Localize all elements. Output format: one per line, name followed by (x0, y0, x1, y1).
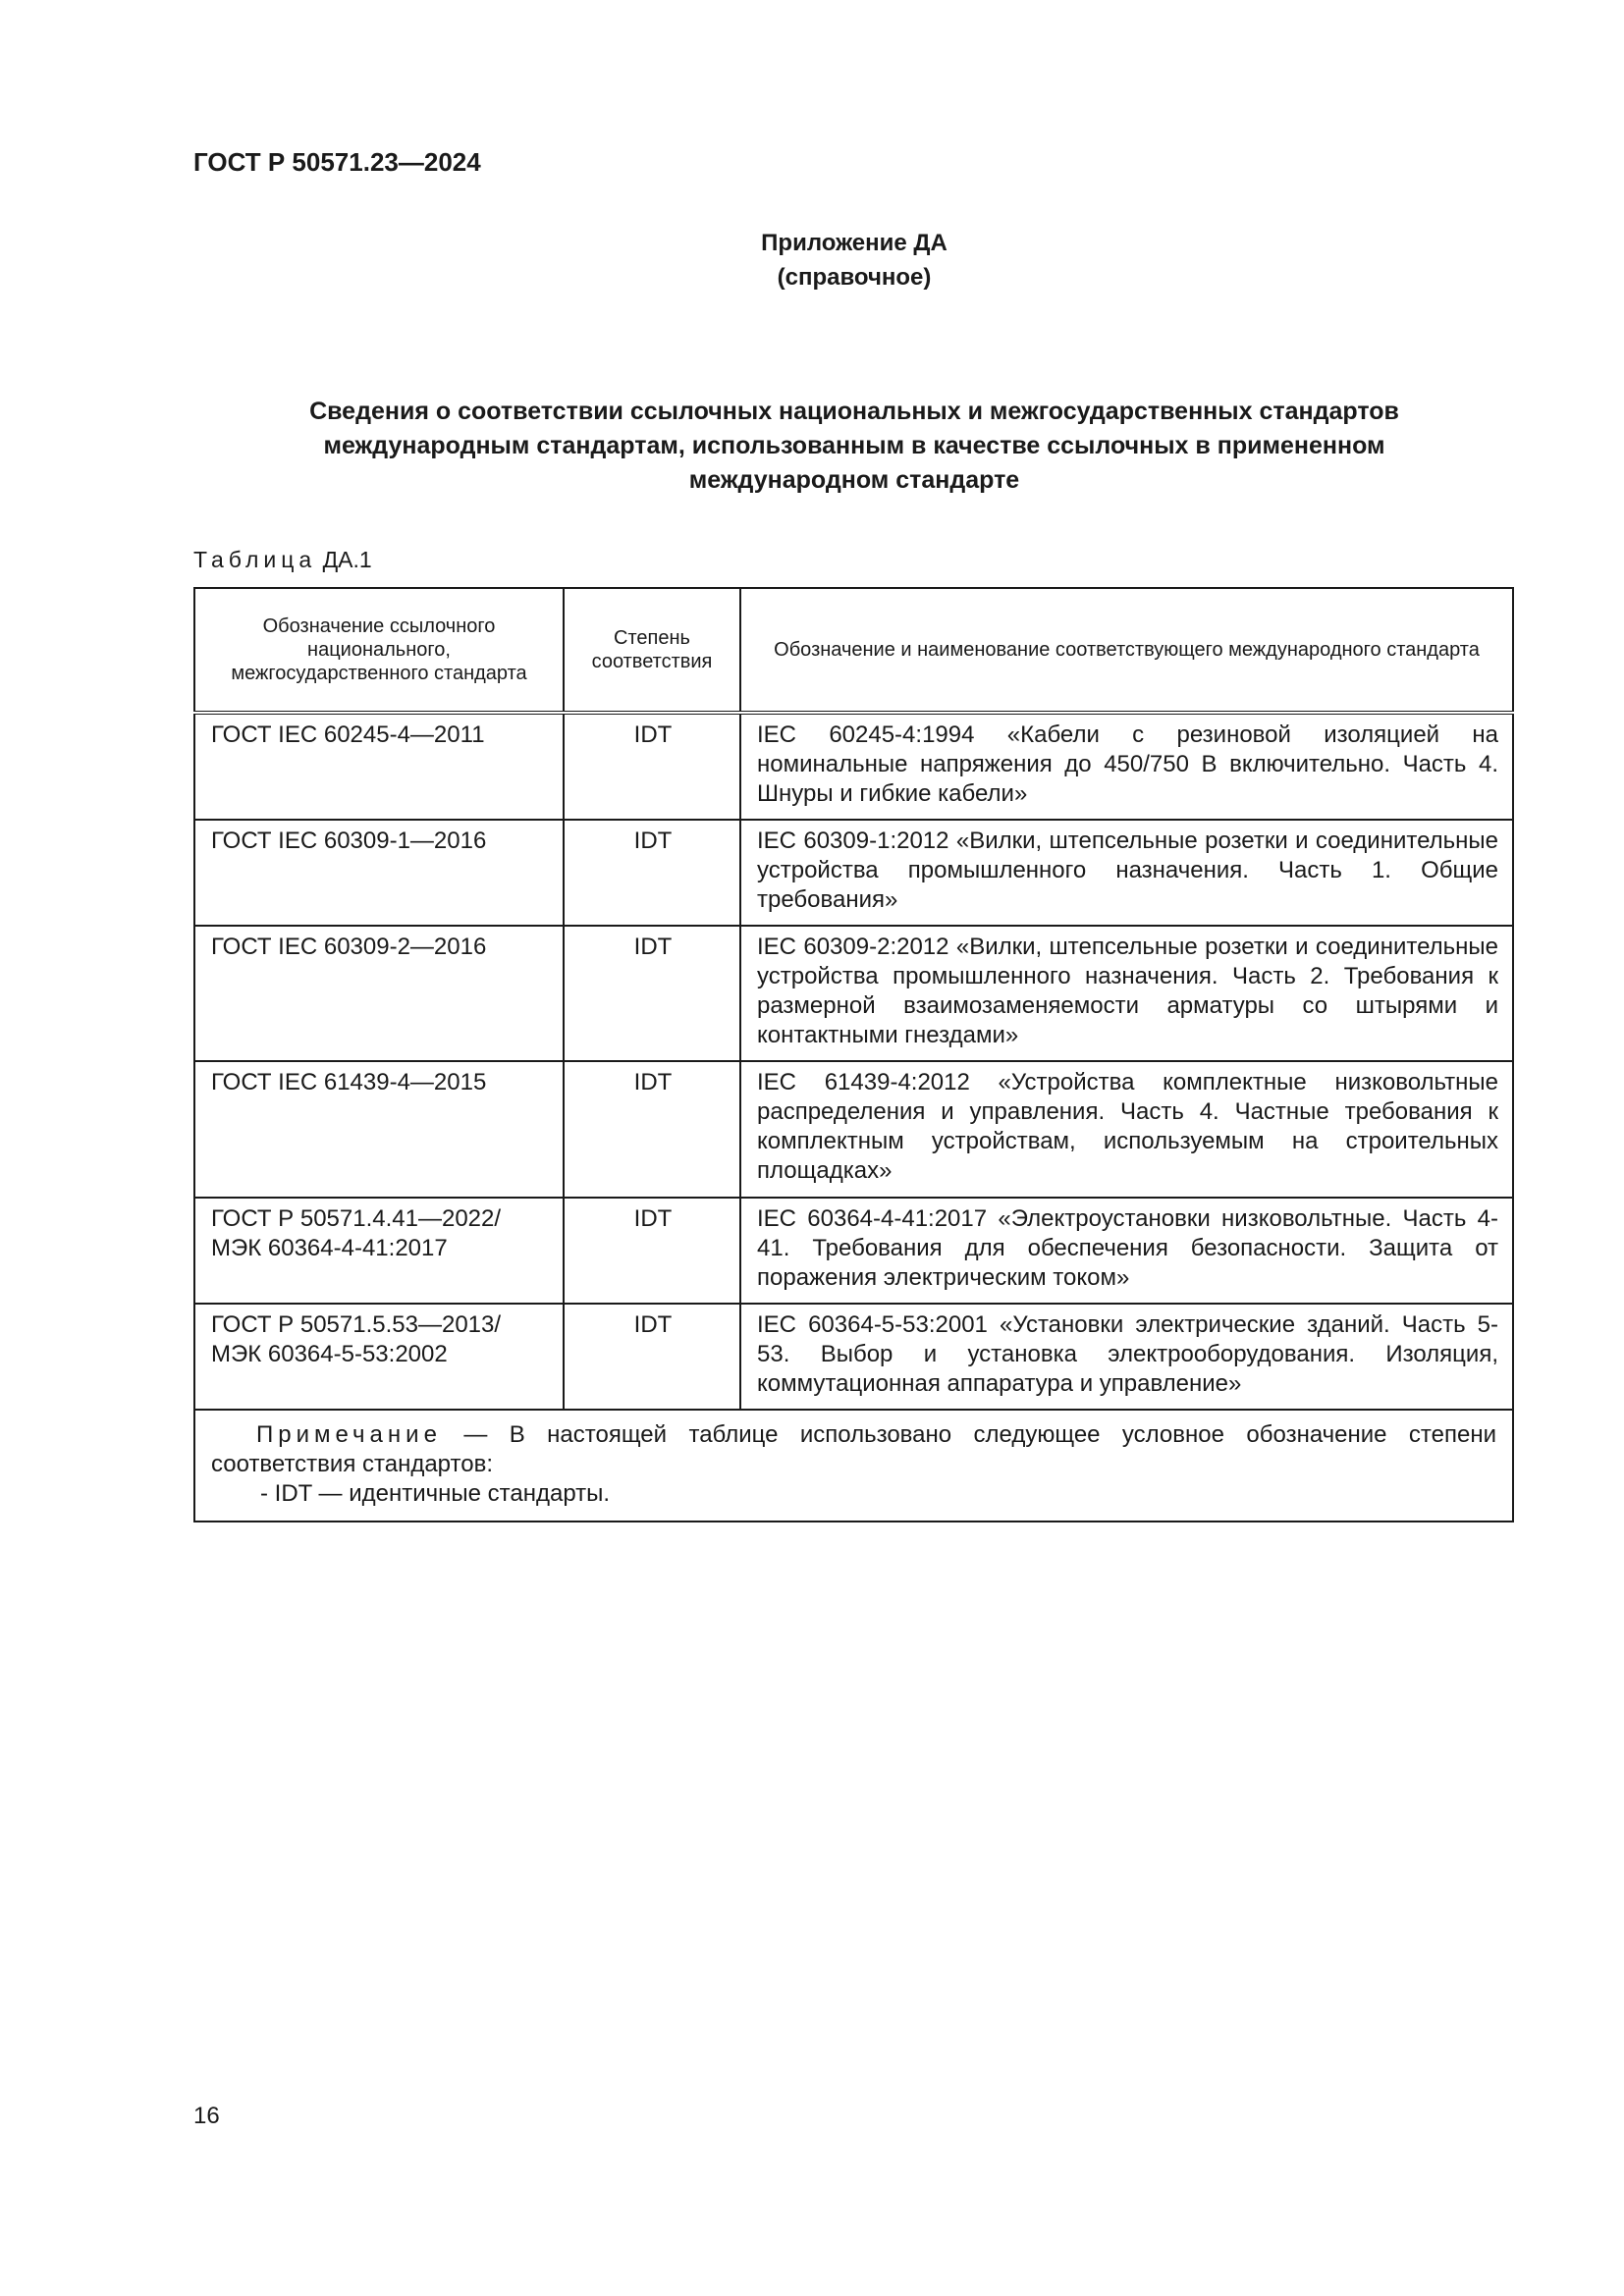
national-standard-cell (194, 1198, 564, 1304)
section-title (193, 395, 1515, 498)
table-row (194, 820, 1513, 926)
degree-cell: IDT (564, 713, 740, 820)
degree-cell: IDT (564, 820, 740, 926)
section-title-line-1: Сведения о соответствии ссылочных национальных и межгосударственных стандартов (309, 398, 1399, 425)
table-header-row (194, 588, 1513, 713)
international-standard-cell: IEC 61439-4:2012 «Устройства комплектные низковольтные распределения и управления. Часть 4. Частные требования к комплектным устройствам, используемым на строительных площадках» (740, 1061, 1513, 1198)
national-standard-cell (194, 1304, 564, 1410)
international-standard-cell: IEC 60309-1:2012 «Вилки, штепсельные розетки и соединительные устройства промышленного назначения. Часть 1. Общие требования» (740, 820, 1513, 926)
table-note (194, 1410, 1513, 1522)
table-caption-number: ДА.1 (322, 547, 372, 572)
national-standard-line-1: ГОСТ Р 50571.4.41—2022/ (211, 1205, 502, 1232)
degree-cell: IDT (564, 1304, 740, 1410)
table-row (194, 926, 1513, 1061)
national-standard-cell: ГОСТ IEC 60245-4—2011 (194, 713, 564, 820)
table-row (194, 1304, 1513, 1410)
national-standard-cell: ГОСТ IEC 61439-4—2015 (194, 1061, 564, 1198)
table-caption (193, 547, 372, 573)
degree-cell: IDT (564, 1061, 740, 1198)
note-item: - IDT — идентичные стандарты. (260, 1480, 611, 1507)
annex-type: (справочное) (777, 264, 932, 291)
table-row (194, 713, 1513, 820)
table-caption-word: Таблица (193, 547, 317, 572)
national-standard-line-2: МЭК 60364-5-53:2002 (211, 1341, 448, 1367)
table-row (194, 1198, 1513, 1304)
international-standard-cell: IEC 60364-5-53:2001 «Установки электрические зданий. Часть 5-53. Выбор и установка электрооборудования. Изоляция, коммутационная аппаратура и управление» (740, 1304, 1513, 1410)
column-header-international: Обозначение и наименование соответствующего международного стандарта (740, 588, 1513, 713)
annex-heading (193, 226, 1515, 294)
page-number: 16 (193, 2103, 220, 2129)
reference-table (193, 587, 1514, 1522)
national-standard-line-1: ГОСТ Р 50571.5.53—2013/ (211, 1311, 502, 1338)
international-standard-cell: IEC 60364-4-41:2017 «Электроустановки низковольтные. Часть 4-41. Требования для обеспечения безопасности. Защита от поражения электрическим током» (740, 1198, 1513, 1304)
section-title-line-3: международном стандарте (688, 466, 1020, 494)
national-standard-cell: ГОСТ IEC 60309-2—2016 (194, 926, 564, 1061)
degree-cell: IDT (564, 1198, 740, 1304)
note-label: Примечание (256, 1421, 442, 1448)
international-standard-cell: IEC 60245-4:1994 «Кабели с резиновой изоляцией на номинальные напряжения до 450/750 В включительно. Часть 4. Шнуры и гибкие кабели» (740, 713, 1513, 820)
national-standard-cell: ГОСТ IEC 60309-1—2016 (194, 820, 564, 926)
table-note-row (194, 1410, 1513, 1522)
national-standard-line-2: МЭК 60364-4-41:2017 (211, 1235, 448, 1261)
document-code: ГОСТ Р 50571.23—2024 (193, 147, 481, 177)
table-row (194, 1061, 1513, 1198)
section-title-line-2: международным стандартам, использованным в качестве ссылочных в примененном (323, 432, 1385, 459)
international-standard-cell: IEC 60309-2:2012 «Вилки, штепсельные розетки и соединительные устройства промышленного назначения. Часть 2. Требования к размерной взаимозаменяемости арматуры со штырями и контактными гнездами» (740, 926, 1513, 1061)
annex-title: Приложение ДА (761, 230, 947, 256)
column-header-degree: Степень соответствия (564, 588, 740, 713)
degree-cell: IDT (564, 926, 740, 1061)
note-text: — В настоящей таблице использовано следующее условное обозначение степени соответствия стандартов: (211, 1421, 1496, 1477)
column-header-national: Обозначение ссылочного национального, межгосударственного стандарта (194, 588, 564, 713)
